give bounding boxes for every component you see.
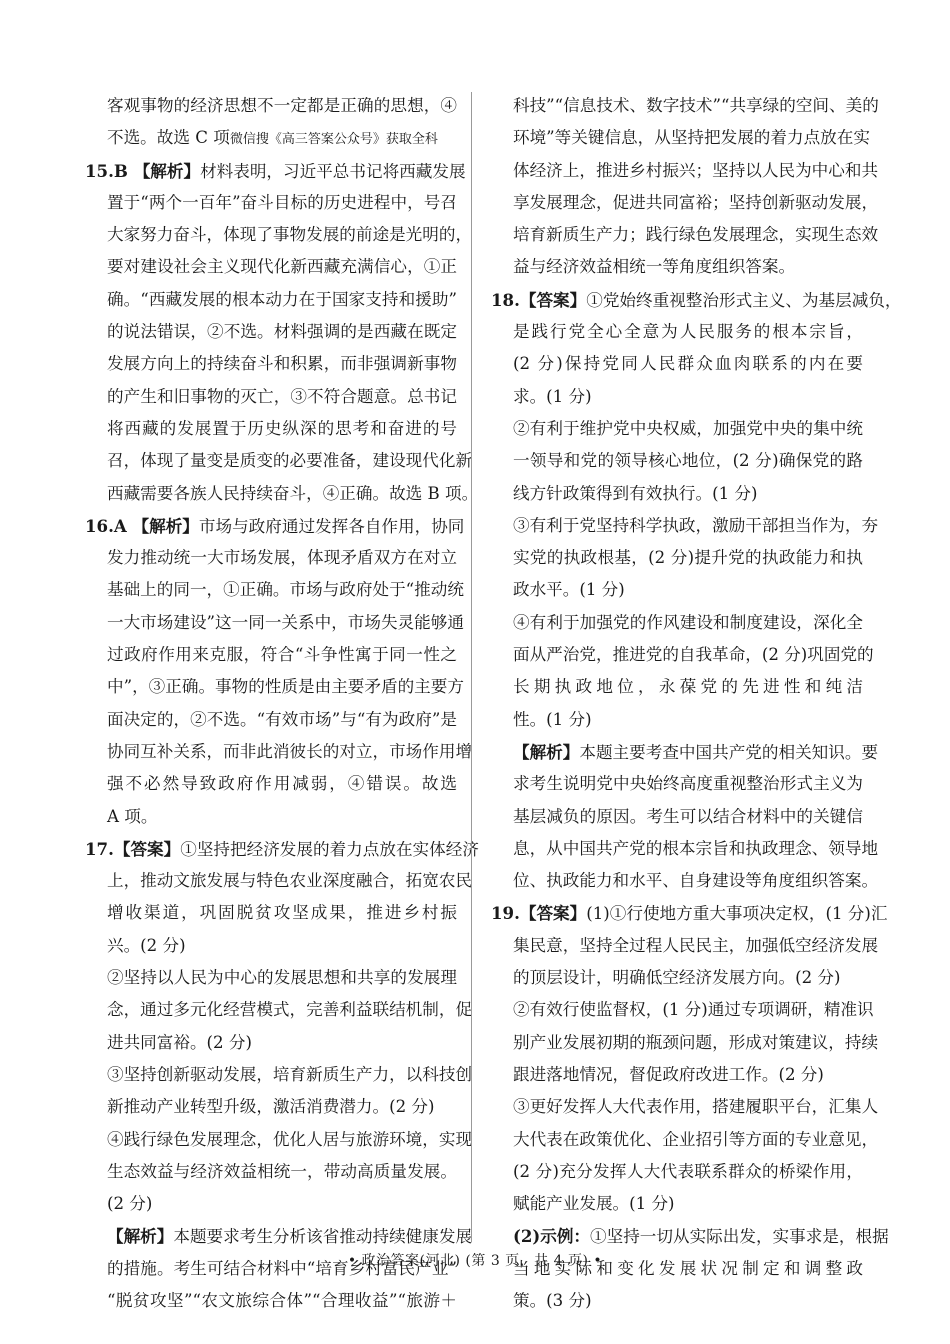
line-text: ②有效行使监督权，(1 分)通过专项调研，精准识 <box>513 1000 874 1020</box>
text-line <box>85 381 457 413</box>
line-text: 要对建设社会主义现代化新西藏充满信心，①正 <box>107 257 457 277</box>
text-line <box>491 155 879 187</box>
line-text: 协同互补关系，而非此消彼长的对立，市场作用增 <box>107 741 473 761</box>
line-text: ①坚持把经济发展的着力点放在实体经济 <box>180 839 479 859</box>
line-text: 强不必然导致政府作用减弱，④错误。故选 <box>107 774 457 794</box>
text-line <box>491 1091 879 1123</box>
line-text: 科技”“信息技术、数字技术”“共享绿的空间、美的 <box>513 96 879 115</box>
line-text: ②坚持以人民为中心的发展思想和共享的发展理 <box>107 968 457 988</box>
line-text: A 项。 <box>107 806 158 826</box>
text-line <box>85 155 466 187</box>
text-line <box>85 639 457 671</box>
line-text: 召，体现了量变是质变的必要准备，建设现代化新 <box>107 451 473 471</box>
line-text: 大家努力奋斗，体现了事物发展的前途是光明的， <box>107 225 473 245</box>
text-line <box>85 574 464 606</box>
line-text: ④践行绿色发展理念，优化人居与旅游环境，实现 <box>107 1129 473 1149</box>
line-text: 生态效益与经济效益相统一，带动高质量发展。 <box>107 1161 457 1181</box>
line-text: (2 分)充分发挥人大代表联系群众的桥梁作用， <box>513 1161 863 1181</box>
line-text: ③坚持创新驱动发展，培育新质生产力，以科技创 <box>107 1064 473 1084</box>
line-text: 客观事物的经济思想不一定都是正确的思想，④ <box>107 96 457 115</box>
text-line <box>85 1059 473 1091</box>
line-text: (2 分)保持党同人民群众血肉联系的内在要 <box>513 354 863 374</box>
line-text: 的说法错误，②不选。材料强调的是西藏在既定 <box>107 322 457 342</box>
line-text: 发力推动统一大市场发展，体现矛盾双方在对立 <box>107 548 457 568</box>
line-text: 实党的执政根基，(2 分)提升党的执政能力和执 <box>513 548 863 568</box>
question-number: 19. <box>491 903 520 924</box>
line-text: 的产生和旧事物的灭亡，③不符合题意。总书记 <box>107 386 457 406</box>
line-text: 环境”等关键信息，从坚持把发展的着力点放在实 <box>513 128 870 148</box>
line-text: ②有利于维护党中央权威，加强党中央的集中统 <box>513 418 863 438</box>
line-text: 位、执政能力和水平、自身建设等角度组织答案。 <box>513 871 879 891</box>
text-line <box>85 930 457 962</box>
watermark-text: 微信搜《高三答案公众号》获取全科 <box>229 132 438 148</box>
answer-letter: A <box>113 515 133 536</box>
section-tag: 【解析】 <box>132 515 199 536</box>
line-text: (1)①行使地方重大事项决定权，(1 分)汇 <box>586 904 888 924</box>
line-text: 的顶层设计，明确低空经济发展方向。(2 分) <box>513 968 841 988</box>
line-text: 益与经济效益相统一等角度组织答案。 <box>513 257 796 277</box>
answer-letter: B <box>113 160 134 181</box>
line-text: 是践行党全心全意为人民服务的根本宗旨， <box>513 322 863 342</box>
line-text: 新推动产业转型升级，激活消费潜力。(2 分) <box>107 1097 435 1117</box>
line-text: 面决定的，②不选。“有效市场”与“有为政府”是 <box>107 709 457 729</box>
text-line <box>491 122 870 154</box>
line-text: 集民意，坚持全过程人民民主，加强低空经济发展 <box>513 935 879 955</box>
line-text: 兴。(2 分) <box>107 935 186 955</box>
text-line <box>491 381 863 413</box>
text-line <box>491 671 863 703</box>
line-text: 面从严治党，推进党的自我革命，(2 分)巩固党的 <box>513 645 874 665</box>
text-line <box>491 574 863 606</box>
section-tag: 【解析】 <box>107 1226 174 1247</box>
text-line <box>85 833 479 865</box>
line-text: 赋能产业发展。(1 分) <box>513 1194 675 1214</box>
text-line <box>85 316 457 348</box>
text-line <box>491 284 902 316</box>
text-line <box>85 768 457 800</box>
text-line <box>85 413 457 445</box>
line-text: 跟进落地情况，督促政府改进工作。(2 分) <box>513 1064 824 1084</box>
line-text: 不选。故选 C 项 <box>107 128 230 148</box>
line-text: 基础上的同一，①正确。市场与政府处于“推动统 <box>107 580 464 600</box>
text-line <box>491 219 879 251</box>
line-text: “脱贫攻坚”“农文旅综合体”“合理收益”“旅游＋ <box>107 1290 457 1310</box>
text-line <box>491 962 863 994</box>
line-text: 求考生说明党中央始终高度重视整治形式主义为 <box>513 774 863 794</box>
line-text: 培育新质生产力；践行绿色发展理念，实现生态效 <box>513 225 879 245</box>
text-line <box>491 1220 889 1252</box>
line-text: 确。“西藏发展的根本动力在于国家支持和援助” <box>107 289 457 309</box>
text-line <box>491 348 863 380</box>
line-text: 增收渠道，巩固脱贫攻坚成果，推进乡村振 <box>107 903 457 923</box>
text-line <box>491 994 874 1026</box>
text-line <box>85 122 457 154</box>
right-column <box>491 90 902 1317</box>
line-text: 策。(3 分) <box>513 1290 592 1310</box>
line-text: 享发展理念，促进共同富裕；坚持创新驱动发展， <box>513 192 879 212</box>
line-text: 材料表明，习近平总书记将西藏发展 <box>200 161 466 181</box>
text-line <box>491 897 888 929</box>
line-text: 大代表在政策优化、企业招引等方面的专业意见， <box>513 1129 879 1149</box>
text-line <box>85 187 457 219</box>
text-line <box>85 897 457 929</box>
text-line <box>85 348 457 380</box>
text-line <box>85 865 473 897</box>
text-line <box>491 316 863 348</box>
line-text: 政水平。(1 分) <box>513 580 625 600</box>
text-line <box>85 1156 457 1188</box>
line-text: 本题要求考生分析该省推动持续健康发展 <box>173 1227 473 1247</box>
text-line <box>85 1027 457 1059</box>
text-line <box>85 1285 457 1317</box>
text-line <box>491 768 863 800</box>
line-text: 当地实际和变化发展状况制定和调整政 <box>513 1258 863 1278</box>
text-line <box>85 1124 473 1156</box>
line-text: 的措施。考生可结合材料中“培育乡村富民产业” <box>107 1258 457 1278</box>
text-line <box>491 639 874 671</box>
text-line <box>491 930 879 962</box>
text-line <box>491 251 863 283</box>
line-text: 将西藏的发展置于历史纵深的思考和奋进的号 <box>107 418 457 438</box>
line-text: 本题主要考查中国共产党的相关知识。要 <box>579 742 879 762</box>
text-line <box>85 704 457 736</box>
text-line <box>85 90 457 122</box>
line-text: 长期执政地位，永葆党的先进性和纯洁 <box>513 677 863 697</box>
section-tag: (2)示例： <box>513 1226 591 1247</box>
line-text: 息，从中国共产党的根本宗旨和执政理念、领导地 <box>513 838 879 858</box>
text-line <box>491 1188 863 1220</box>
text-line <box>491 833 879 865</box>
text-line <box>491 704 863 736</box>
line-text: 上，推动文旅发展与特色农业深度融合，拓宽农民 <box>107 871 473 891</box>
text-line <box>491 187 879 219</box>
section-tag: 【解析】 <box>133 160 201 181</box>
column-divider <box>471 92 472 1242</box>
line-text: 性。(1 分) <box>513 709 592 729</box>
question-number: 18. <box>491 289 520 310</box>
question-number: 16. <box>85 515 114 536</box>
line-text: 发展方向上的持续奋斗和积累，而非强调新事物 <box>107 354 457 374</box>
text-line <box>491 607 863 639</box>
text-line <box>85 1220 473 1252</box>
text-line <box>85 478 479 510</box>
text-line <box>491 413 863 445</box>
text-line <box>491 1027 879 1059</box>
text-line <box>491 90 879 122</box>
text-line <box>491 801 863 833</box>
text-line <box>491 1124 879 1156</box>
line-text: 别产业发展初期的瓶颈问题，形成对策建议，持续 <box>513 1032 879 1052</box>
line-text: 西藏需要各族人民持续奋斗，④正确。故选 B 项。 <box>107 483 479 503</box>
text-line <box>491 445 863 477</box>
page-footer: • 政治答案(河北) (第 3 页，共 4 页) • <box>347 1253 603 1269</box>
text-line <box>85 607 464 639</box>
text-line <box>491 736 879 768</box>
question-number: 15. <box>85 160 114 181</box>
line-text: 念，通过多元化经营模式，完善利益联结机制，促 <box>107 1000 473 1020</box>
text-line <box>491 865 879 897</box>
line-text: (2 分) <box>107 1194 153 1214</box>
text-line <box>491 478 863 510</box>
text-line <box>85 251 457 283</box>
line-text: 置于“两个一百年”奋斗目标的历史进程中，号召 <box>107 192 457 212</box>
line-text: ③有利于党坚持科学执政，激励干部担当作为，夯 <box>513 515 879 535</box>
line-text: ①坚持一切从实际出发，实事求是，根据 <box>590 1227 889 1247</box>
section-tag: 【解析】 <box>513 741 580 762</box>
section-tag: 【答案】 <box>519 903 587 924</box>
text-line <box>491 1156 863 1188</box>
text-line <box>85 445 473 477</box>
section-tag: 【答案】 <box>113 838 181 859</box>
line-text: ①党始终重视整治形式主义、为基层减负， <box>586 290 902 310</box>
line-text: 体经济上，推进乡村振兴；坚持以人民为中心和共 <box>513 160 879 180</box>
line-text: 进共同富裕。(2 分) <box>107 1032 252 1052</box>
text-line <box>85 542 457 574</box>
text-line <box>85 801 457 833</box>
question-number: 17. <box>85 838 114 859</box>
text-line <box>85 1188 457 1220</box>
section-tag: 【答案】 <box>519 289 587 310</box>
text-line <box>85 962 457 994</box>
line-text: 求。(1 分) <box>513 386 592 406</box>
line-text: 中”，③正确。事物的性质是由主要矛盾的主要方 <box>107 677 464 697</box>
text-line <box>85 284 457 316</box>
text-line <box>491 1285 863 1317</box>
line-text: 线方针政策得到有效执行。(1 分) <box>513 483 758 503</box>
text-line <box>85 1091 457 1123</box>
line-text: 过政府作用来克服，符合“斗争性寓于同一性之 <box>107 645 457 665</box>
text-line <box>85 510 465 542</box>
text-line <box>491 1059 863 1091</box>
text-line <box>85 219 473 251</box>
line-text: ③更好发挥人大代表作用，搭建履职平台，汇集人 <box>513 1097 879 1117</box>
text-line <box>85 994 473 1026</box>
text-line <box>491 542 863 574</box>
text-line <box>85 736 473 768</box>
line-text: 一大市场建设”这一同一关系中，市场失灵能够通 <box>107 612 464 632</box>
text-line <box>85 671 464 703</box>
line-text: ④有利于加强党的作风建设和制度建设，深化全 <box>513 612 863 632</box>
line-text: 市场与政府通过发挥各自作用，协同 <box>198 516 465 536</box>
line-text: 基层减负的原因。考生可以结合材料中的关键信 <box>513 806 863 826</box>
line-text: 一领导和党的领导核心地位，(2 分)确保党的路 <box>513 451 863 471</box>
text-line <box>491 510 879 542</box>
